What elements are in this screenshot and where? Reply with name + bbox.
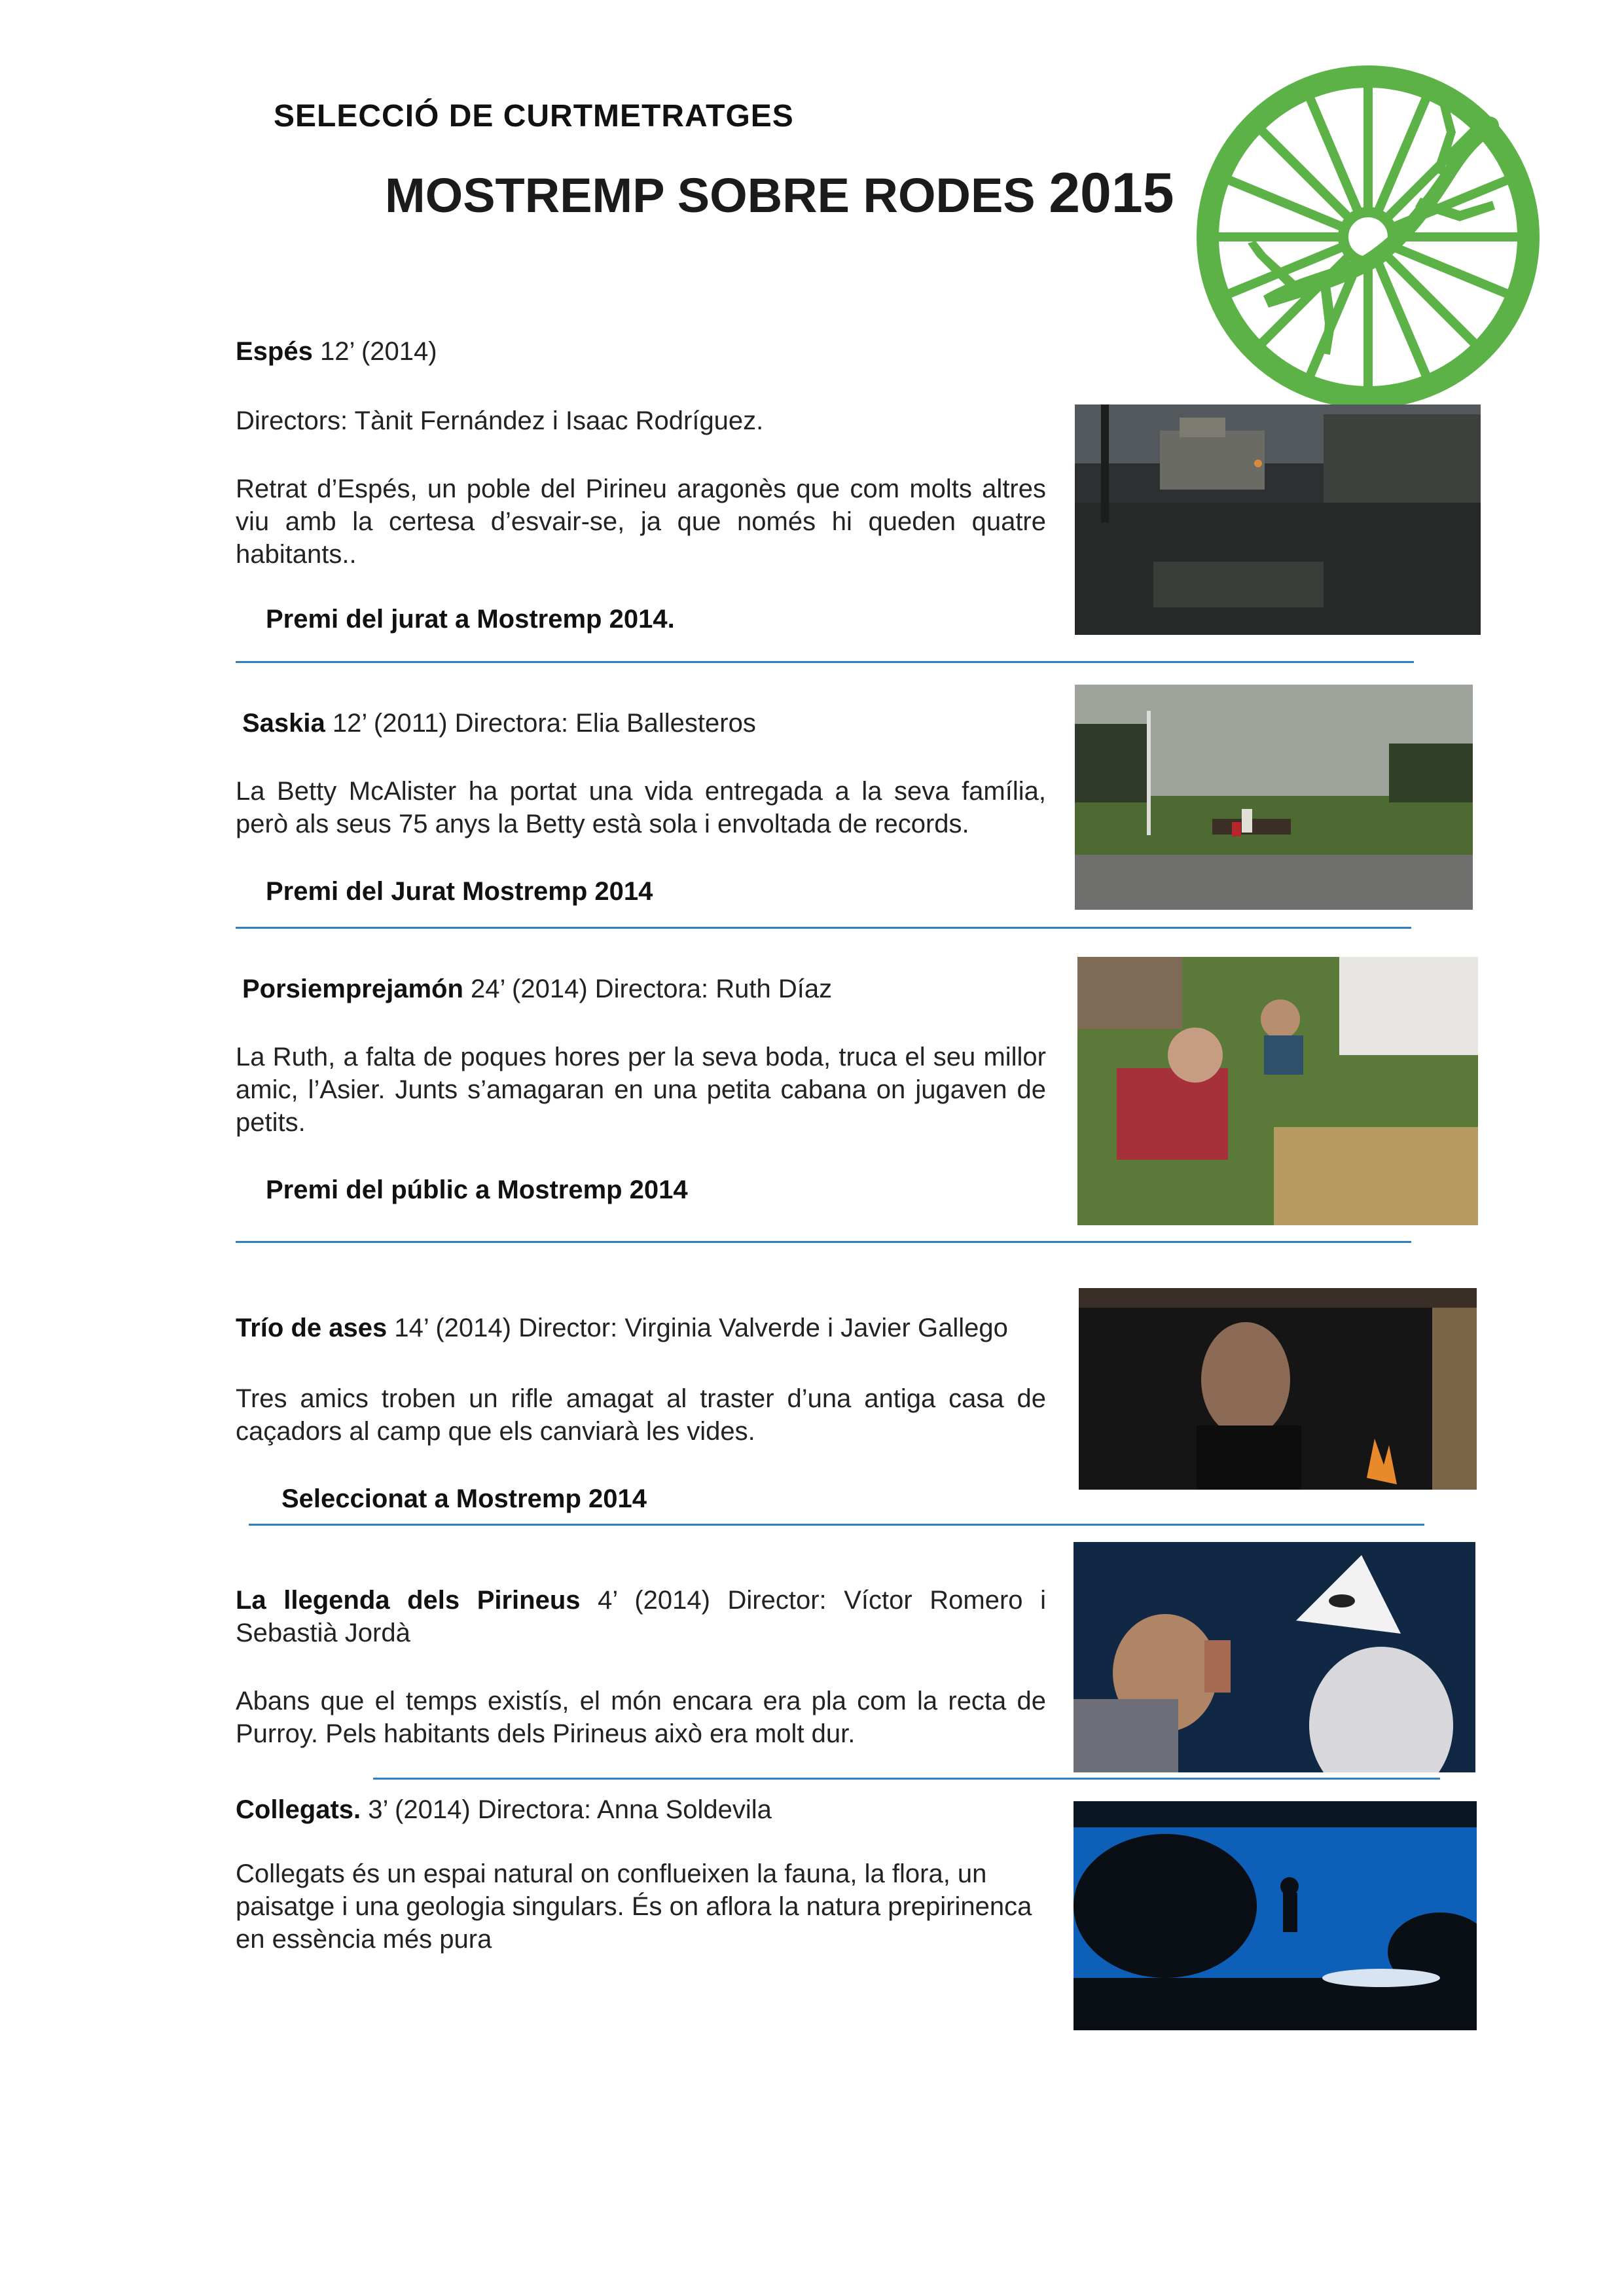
film-porsiemprejamon-synopsis: La Ruth, a falta de poques hores per la seva boda, truca el seu millor amic, l’Asier. Junts s’amagaran en una petita cabana on jugaven de petits. [236, 1043, 1046, 1137]
section-divider [236, 1241, 1411, 1243]
film-espes-award: Premi del jurat a Mostremp 2014. [266, 605, 675, 634]
green-wheel-lizard-logo [1185, 60, 1551, 414]
film-title: Porsiempreјamón [242, 975, 463, 1003]
film-meta: 12’ (2011) Directora: Elia Ballesteros [325, 709, 756, 738]
film-la-llegenda-synopsis: Abans que el temps existís, el món encara era pla com la recta de Purroy. Pels habitants dels Pirineus això era molt dur. [236, 1687, 1046, 1748]
film-trio-de-ases-heading [236, 1312, 1060, 1344]
film-meta: 24’ (2014) Directora: Ruth Díaz [463, 975, 833, 1003]
film-title: Saskia [242, 709, 325, 738]
film-la-llegenda-heading [236, 1584, 1046, 1649]
film-saskia-award: Premi del Jurat Mostremp 2014 [266, 877, 653, 906]
film-meta: 12’ (2014) [312, 337, 437, 366]
film-title: Trío de ases [236, 1314, 388, 1342]
film-porsiemprejamon-still [1077, 957, 1478, 1225]
film-porsiemprejamon-heading [242, 973, 1054, 1005]
film-meta: 14’ (2014) Director: Virginia Valverde i Javier Gallego [387, 1314, 1008, 1342]
film-title: La llegenda dels Pirineus [236, 1586, 581, 1615]
section-divider [236, 927, 1411, 929]
film-espes-heading [236, 335, 1047, 368]
film-espes-directors: Directors: Tànit Fernández i Isaac Rodríguez. [236, 406, 764, 435]
film-la-llegenda-still [1074, 1542, 1475, 1772]
film-porsiemprejamon-award: Premi del públic a Mostremp 2014 [266, 1175, 688, 1204]
film-espes-still [1075, 404, 1481, 635]
film-title: Espés [236, 337, 313, 366]
film-trio-de-ases-award: Seleccionat a Mostremp 2014 [281, 1484, 647, 1513]
title-text: MOSTREMP SOBRE RODES [385, 168, 1036, 223]
section-divider [249, 1524, 1424, 1526]
film-meta: 4’ (2014) Director: Víctor Romero i Sebastià Jordà [236, 1586, 1046, 1647]
film-trio-de-ases-still [1079, 1288, 1477, 1490]
document-kicker: SELECCIÓ DE CURTMETRATGES [274, 99, 794, 134]
title-year: 2015 [1049, 162, 1174, 224]
film-collegats-still [1074, 1801, 1477, 2030]
film-collegats-synopsis: Collegats és un espai natural on conflueixen la fauna, la flora, un paisatge i una geologia singulars. És on aflora la natura prepirinenca en essència més pura [236, 1859, 1032, 1954]
film-collegats-heading [236, 1793, 1047, 1826]
film-meta: 3’ (2014) Directora: Anna Soldevila [361, 1795, 772, 1824]
film-saskia-heading [242, 707, 1054, 740]
film-saskia-still [1075, 685, 1473, 910]
film-saskia-synopsis: La Betty McAlister ha portat una vida entregada a la seva família, però als seus 75 anys la Betty està sola i envoltada de records. [236, 777, 1046, 838]
film-espes-synopsis: Retrat d’Espés, un poble del Pirineu aragonès que com molts altres viu amb la certesa d’esvair-se, ja que només hi queden quatre habitants.. [236, 475, 1046, 569]
section-divider [373, 1778, 1440, 1780]
film-trio-de-ases-synopsis: Tres amics troben un rifle amagat al traster d’una antiga casa de caçadors al camp que els canviarà les vides. [236, 1384, 1046, 1446]
document-title [385, 161, 1174, 226]
film-title: Collegats. [236, 1795, 361, 1824]
section-divider [236, 661, 1414, 663]
